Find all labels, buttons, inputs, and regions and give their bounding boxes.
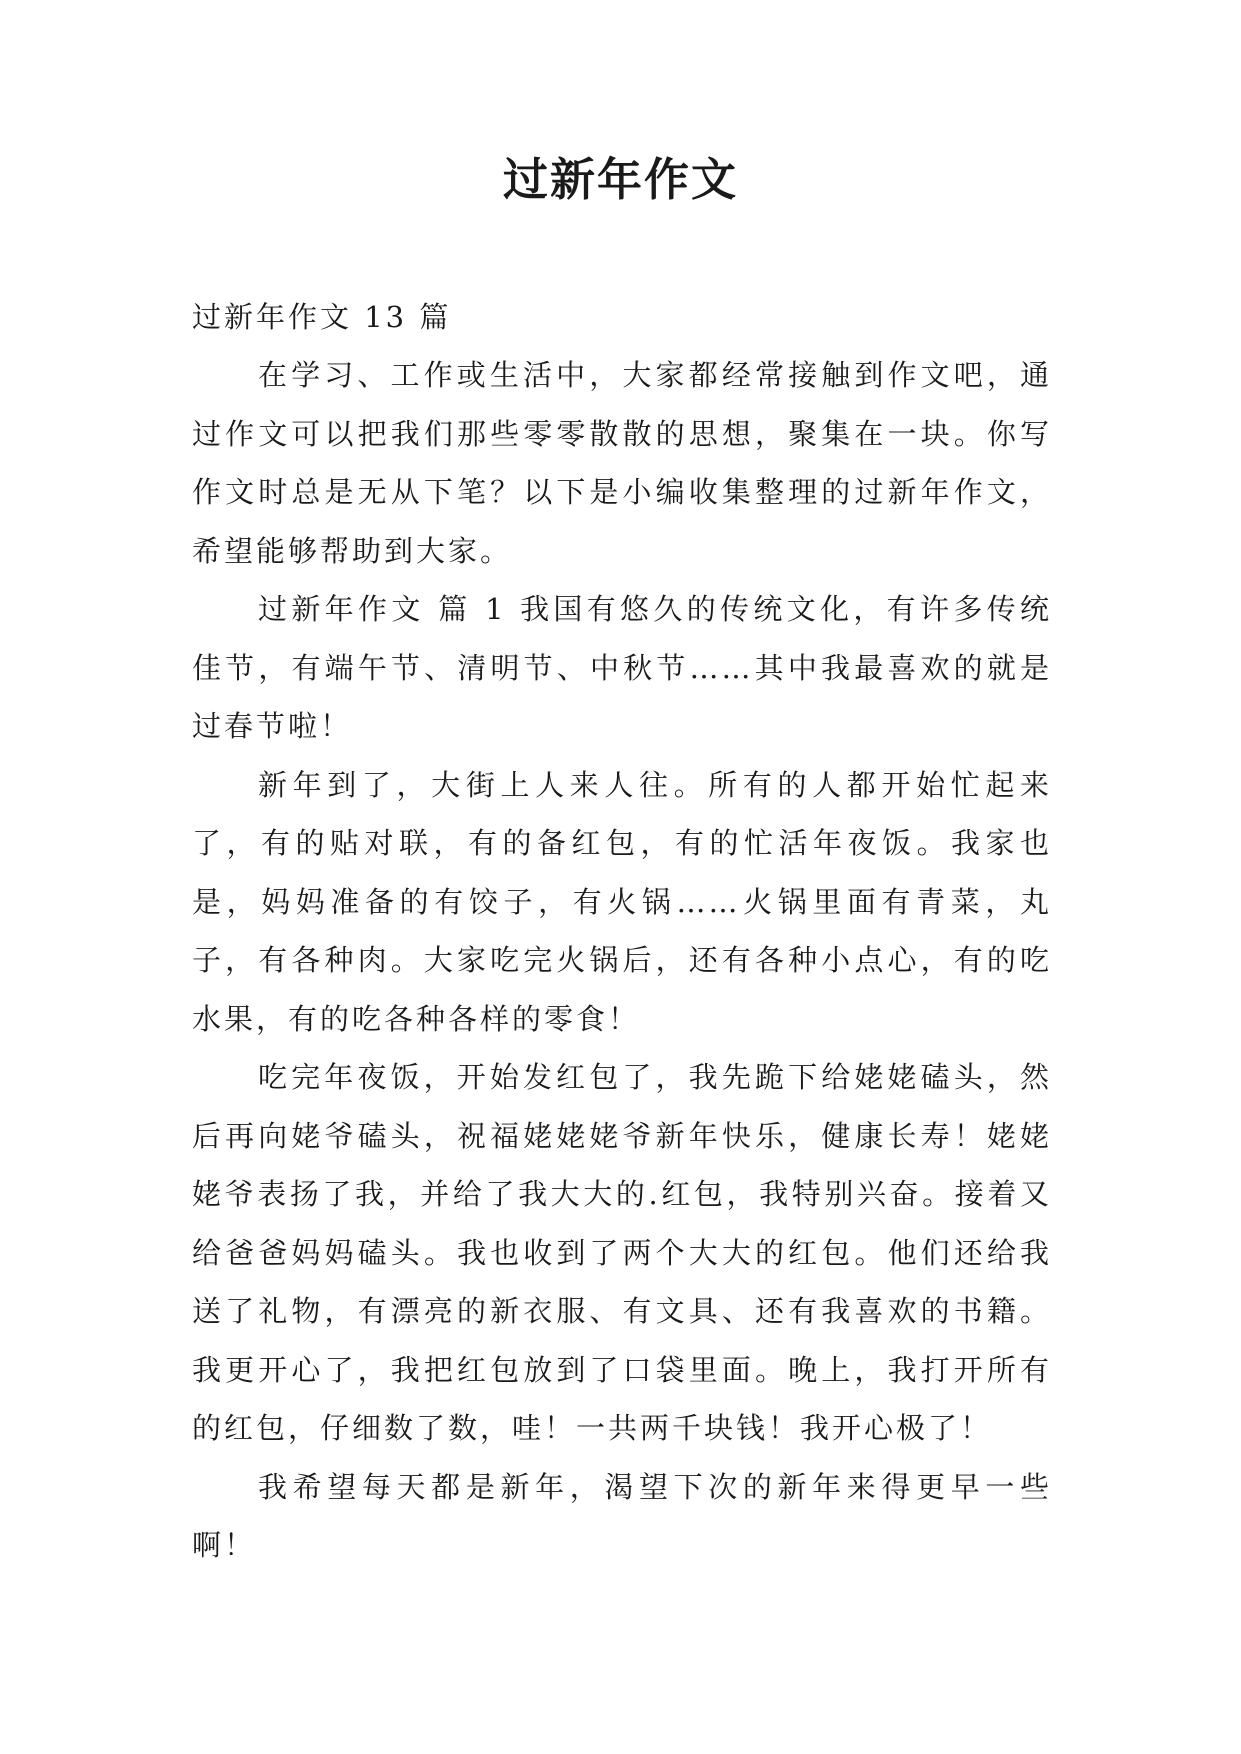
document-title: 过新年作文 — [502, 153, 738, 206]
paragraph-closing-wish: 我希望每天都是新年，渴望下次的新年来得更早一些啊！ — [192, 1469, 1052, 1562]
paragraph-essay-1-opening: 过新年作文 篇 1 我国有悠久的传统文化，有许多传统佳节，有端午节、清明节、中秋节……其中我最喜欢的就是过春节啦！ — [192, 592, 1052, 743]
document-subtitle: 过新年作文 13 篇 — [192, 300, 452, 334]
paragraph-intro: 在学习、工作或生活中，大家都经常接触到作文吧，通过作文可以把我们那些零零散散的思想，聚集在一块。你写作文时总是无从下笔？以下是小编收集整理的过新年作文，希望能够帮助到大家。 — [192, 358, 1052, 568]
paragraph-new-year-preparation: 新年到了，大街上人来人往。所有的人都开始忙起来了，有的贴对联，有的备红包，有的忙活年夜饭。我家也是，妈妈准备的有饺子，有火锅……火锅里面有青菜，丸子，有各种肉。大家吃完火锅后，还有各种小点心，有的吃水果，有的吃各种各样的零食！ — [192, 767, 1052, 1036]
paragraph-red-envelopes: 吃完年夜饭，开始发红包了，我先跪下给姥姥磕头，然后再向姥爷磕头，祝福姥姥姥爷新年快乐，健康长寿！姥姥姥爷表扬了我，并给了我大大的.红包，我特别兴奋。接着又给爸爸妈妈磕头。我也收到了两个大大的红包。他们还给我送了礼物，有漂亮的新衣服、有文具、还有我喜欢的书籍。我更开心了，我把红包放到了口袋里面。晚上，我打开所有的红包，仔细数了数，哇！一共两千块钱！我开心极了！ — [192, 1060, 1052, 1445]
document-body — [192, 288, 1052, 1575]
